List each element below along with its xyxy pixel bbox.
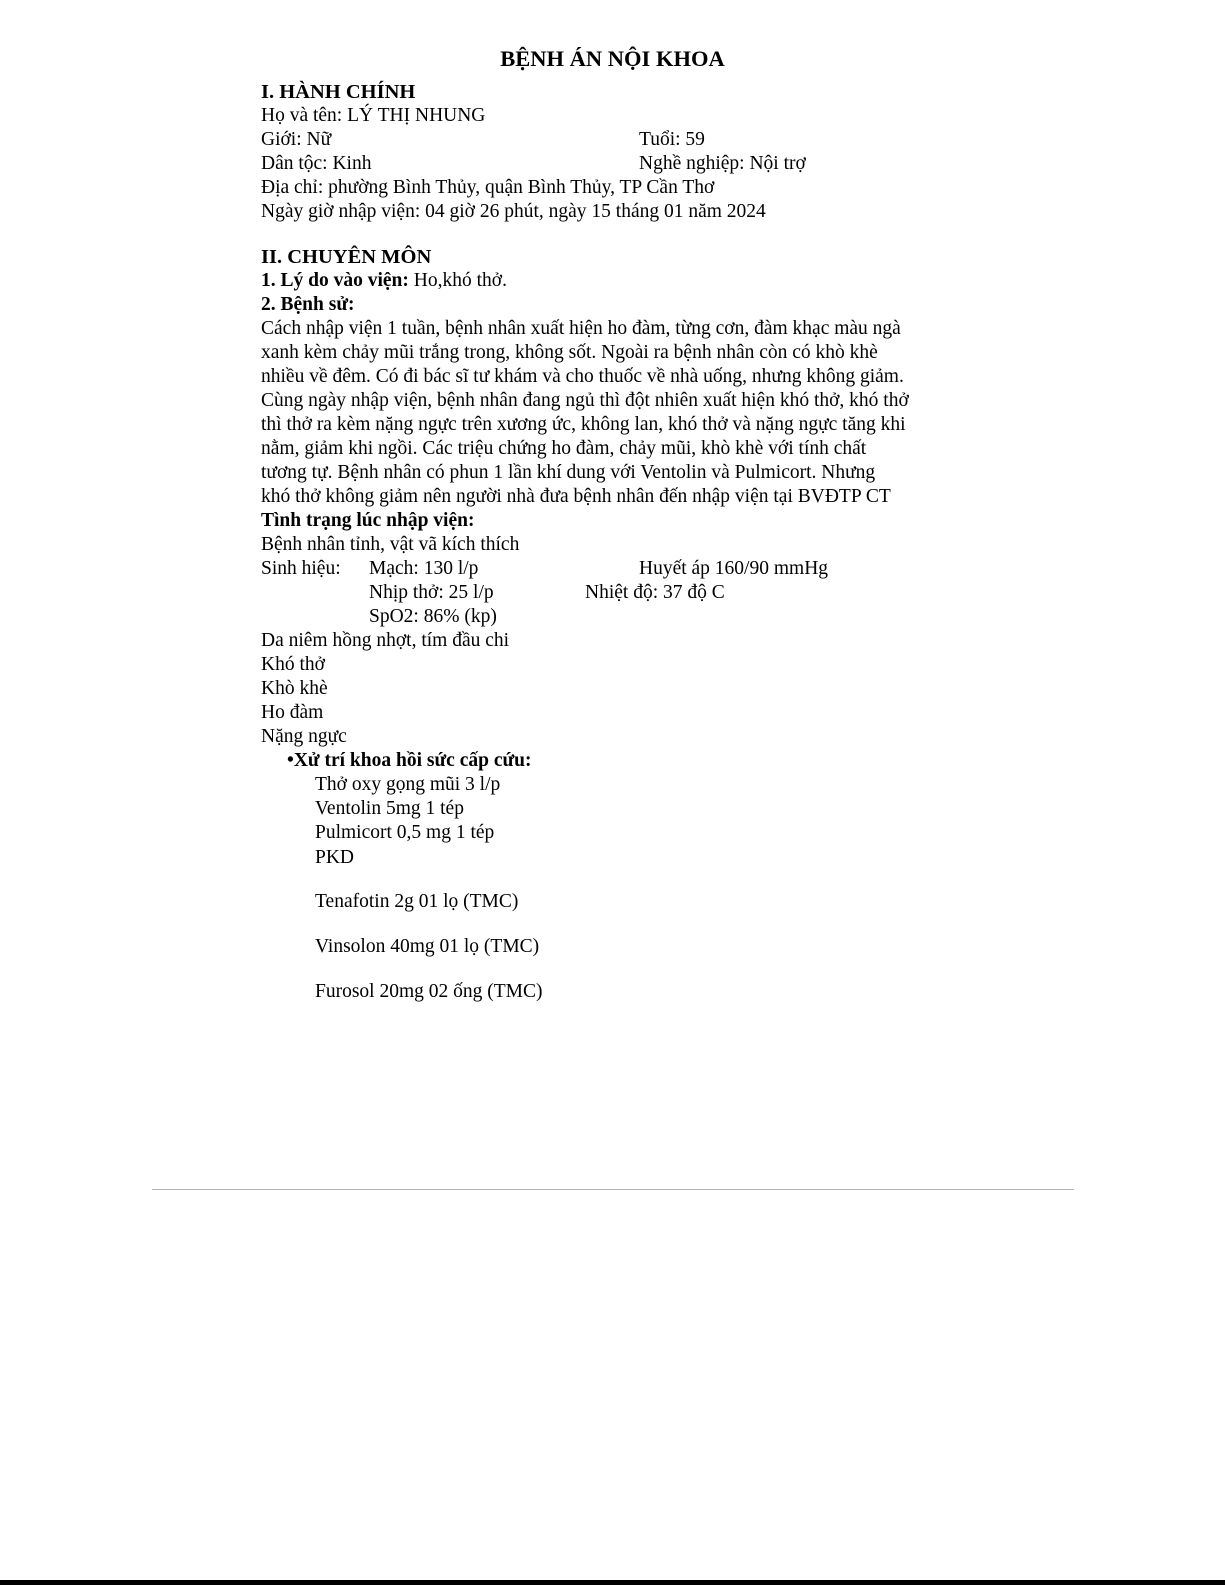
history-line: khó thở không giảm nên người nhà đưa bệnh nhân đến nhập viện tại BVĐTP CT — [261, 486, 891, 507]
vital-temperature: Nhiệt độ: 37 độ C — [585, 582, 725, 603]
reason-label: 1. Lý do vào viện: — [261, 270, 409, 291]
history-line: tương tự. Bệnh nhân có phun 1 lần khí dung với Ventolin và Pulmicort. Nhưng — [261, 462, 876, 483]
vital-spo2: SpO2: 86% (kp) — [369, 606, 497, 627]
treatment-item: Tenafotin 2g 01 lọ (TMC) — [315, 891, 519, 912]
patient-address: Địa chỉ: phường Bình Thủy, quận Bình Thủy, TP Cần Thơ — [261, 177, 715, 198]
vital-pulse: Mạch: 130 l/p — [369, 558, 479, 579]
patient-age: Tuổi: 59 — [639, 129, 705, 150]
treatment-item: Vinsolon 40mg 01 lọ (TMC) — [315, 936, 540, 957]
vitals-label: Sinh hiệu: — [261, 558, 341, 579]
treatment-item: PKD — [315, 847, 355, 868]
admission-status-label: Tình trạng lúc nhập viện: — [261, 510, 475, 531]
patient-occupation: Nghề nghiệp: Nội trợ — [639, 153, 806, 174]
document-title: BỆNH ÁN NỘI KHOA — [500, 46, 725, 71]
admin-heading: I. HÀNH CHÍNH — [261, 81, 416, 103]
patient-ethnicity: Dân tộc: Kinh — [261, 153, 372, 174]
finding-item: Ho đàm — [261, 702, 324, 723]
consciousness: Bệnh nhân tỉnh, vật vã kích thích — [261, 534, 520, 555]
history-line: nhiều về đêm. Có đi bác sĩ tư khám và cho thuốc về nhà uống, nhưng không giảm. — [261, 366, 904, 387]
finding-item: Khò khè — [261, 678, 328, 699]
history-line: Cùng ngày nhập viện, bệnh nhân đang ngủ thì đột nhiên xuất hiện khó thở, khó thở — [261, 390, 909, 411]
reason-value: Ho,khó thở. — [408, 270, 507, 291]
finding-item: Khó thở — [261, 654, 325, 675]
treatment-label: •Xử trí khoa hồi sức cấp cứu: — [287, 750, 532, 771]
history-line: Cách nhập viện 1 tuần, bệnh nhân xuất hiện ho đàm, từng cơn, đàm khạc màu ngà — [261, 318, 901, 339]
reason-for-admission — [261, 269, 507, 293]
patient-gender: Giới: Nữ — [261, 129, 332, 150]
history-line: thì thở ra kèm nặng ngực trên xương ức, không lan, khó thở và nặng ngực tăng khi — [261, 414, 906, 435]
vital-resp-rate: Nhịp thở: 25 l/p — [369, 582, 494, 603]
history-label: 2. Bệnh sử: — [261, 294, 355, 315]
finding-item: Da niêm hồng nhợt, tím đầu chi — [261, 630, 510, 651]
bottom-edge-bar — [0, 1580, 1225, 1585]
history-line: xanh kèm chảy mũi trắng trong, không sốt. Ngoài ra bệnh nhân còn có khò khè — [261, 342, 878, 363]
treatment-item: Thở oxy gọng mũi 3 l/p — [315, 774, 501, 795]
patient-name: Họ và tên: LÝ THỊ NHUNG — [261, 105, 486, 126]
admission-time: Ngày giờ nhập viện: 04 giờ 26 phút, ngày 15 tháng 01 năm 2024 — [261, 201, 766, 222]
treatment-item: Furosol 20mg 02 ống (TMC) — [315, 981, 543, 1002]
treatment-item: Ventolin 5mg 1 tép — [315, 798, 464, 819]
finding-item: Nặng ngực — [261, 726, 347, 747]
history-line: nằm, giảm khi ngồi. Các triệu chứng ho đàm, chảy mũi, khò khè với tính chất — [261, 438, 867, 459]
treatment-item: Pulmicort 0,5 mg 1 tép — [315, 822, 495, 843]
vital-blood-pressure: Huyết áp 160/90 mmHg — [639, 558, 829, 579]
page-divider — [152, 1189, 1074, 1190]
clinical-heading: II. CHUYÊN MÔN — [261, 246, 432, 268]
